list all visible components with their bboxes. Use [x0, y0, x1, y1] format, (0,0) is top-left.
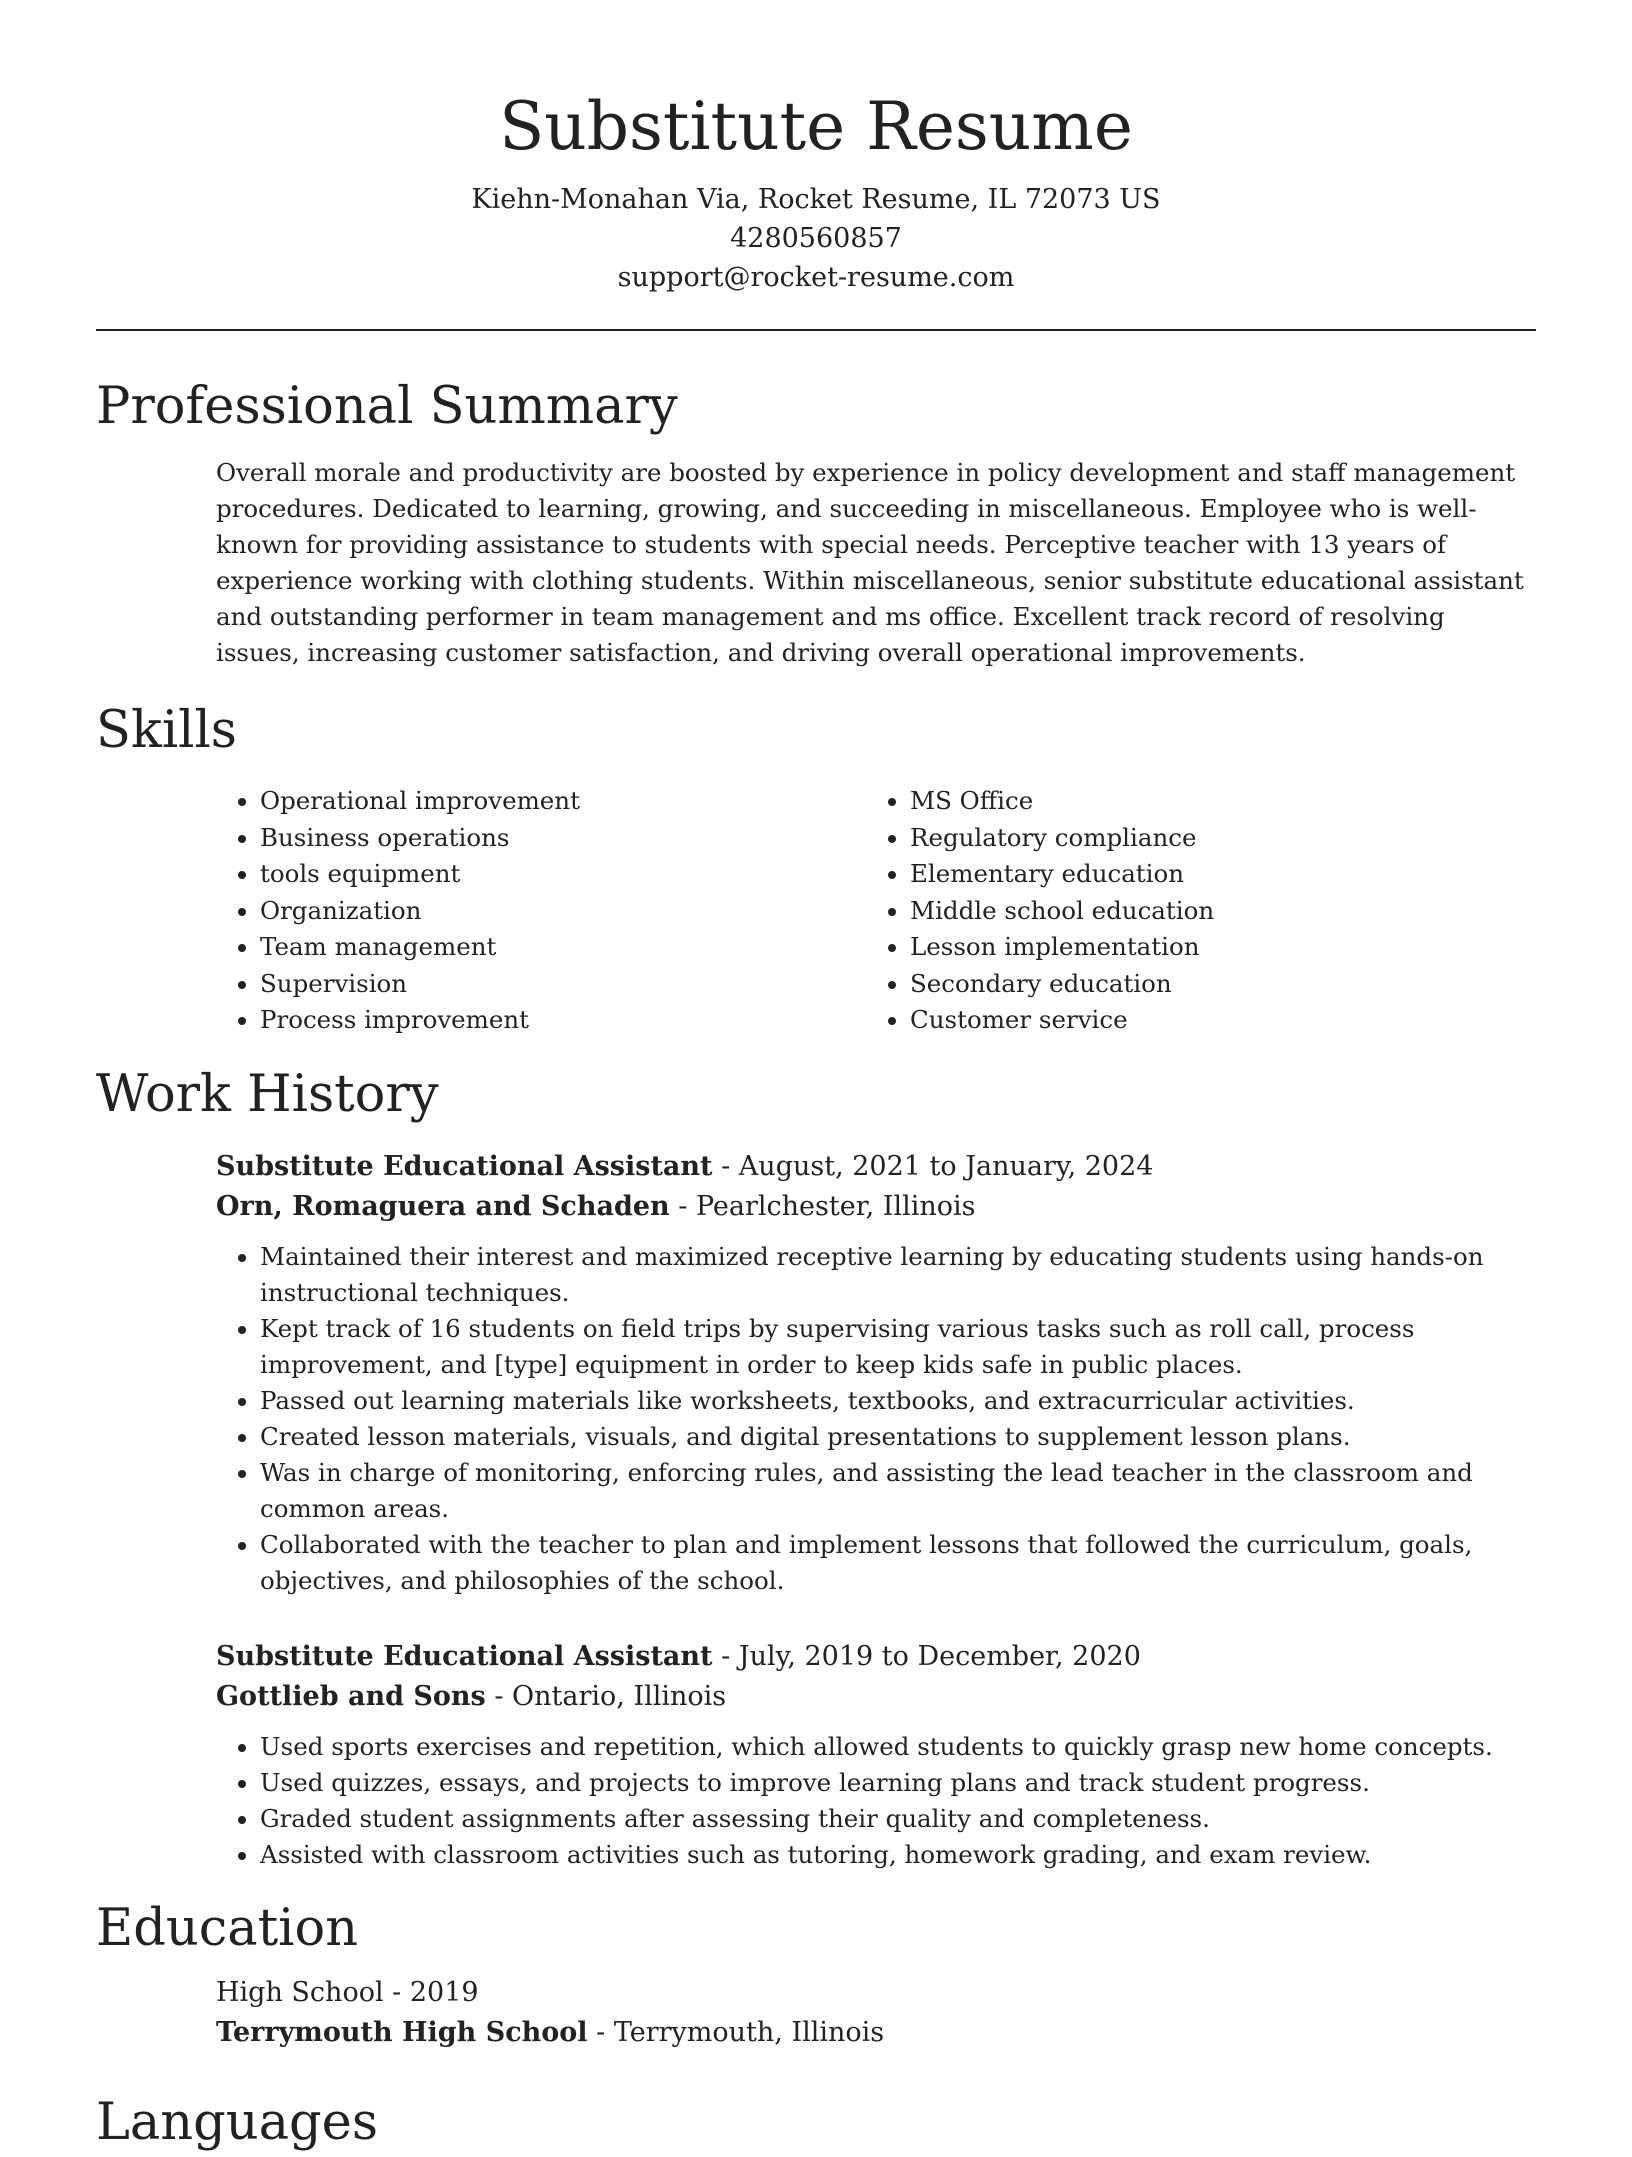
job-duty: • Kept track of 16 students on field trips by supervising various tasks such as roll call, process improvement, and [type] equipment in order to keep kids safe in public places. — [260, 1311, 1536, 1383]
contact-phone: 4280560857 — [730, 223, 902, 254]
skill-item: • Organization — [260, 893, 866, 930]
job-duty: • Created lesson materials, visuals, and digital presentations to supplement lesson plans. — [260, 1419, 1536, 1455]
education-degree: High School - 2019 — [216, 1976, 479, 2008]
job-role: Substitute Educational Assistant — [216, 1150, 713, 1182]
skill-item: • Team management — [260, 929, 866, 966]
job-duties — [216, 1239, 1536, 1599]
skills-grid — [216, 783, 1536, 1039]
job-duty: • Passed out learning materials like worksheets, textbooks, and extracurricular activities. — [260, 1383, 1536, 1419]
skill-item: • Regulatory compliance — [910, 820, 1516, 857]
education-school: Terrymouth High School — [216, 2016, 588, 2048]
job-company-line — [216, 1677, 1536, 1717]
job-company-line — [216, 1187, 1536, 1227]
job-duties — [216, 1729, 1536, 1873]
education-heading: Education — [96, 1898, 359, 1958]
job-duty: • Collaborated with the teacher to plan and implement lessons that followed the curriculum, goals, objectives, and philosophies of the school. — [260, 1527, 1536, 1599]
contact-email: support@rocket-resume.com — [617, 262, 1015, 293]
job-entry — [216, 1147, 1536, 1599]
header-divider — [96, 329, 1536, 331]
resume-header — [96, 0, 1536, 297]
job-company: Gottlieb and Sons — [216, 1680, 486, 1712]
summary-text: Overall morale and productivity are boosted by experience in policy development and staff management procedures. Dedicated to learning, growing, and succeeding in miscellaneous. Employee who is well-known for providing assistance to students with special needs. Perceptive teacher with 13 years of experience working with clothing students. Within miscellaneous, senior substitute educational assistant and outstanding performer in team management and ms office. Excellent track record of resolving issues, increasing customer satisfaction, and driving overall operational improvements. — [216, 458, 1524, 667]
summary-section — [216, 455, 1536, 671]
education-location: - Terrymouth, Illinois — [587, 2016, 885, 2048]
job-duty: • Assisted with classroom activities such as tutoring, homework grading, and exam review. — [260, 1837, 1536, 1873]
skill-item: • Process improvement — [260, 1002, 866, 1039]
work-history-section — [216, 1147, 1536, 1873]
skill-item: • Business operations — [260, 820, 866, 857]
job-title-line — [216, 1147, 1536, 1187]
job-duty: • Used quizzes, essays, and projects to improve learning plans and track student progress. — [260, 1765, 1536, 1801]
skill-item: • MS Office — [910, 783, 1516, 820]
job-duty: • Graded student assignments after assessing their quality and completeness. — [260, 1801, 1536, 1837]
job-entry — [216, 1637, 1536, 1873]
job-duty: • Used sports exercises and repetition, which allowed students to quickly grasp new home concepts. — [260, 1729, 1536, 1765]
contact-address: Kiehn-Monahan Via, Rocket Resume, IL 72073 US — [471, 184, 1161, 215]
job-title-line — [216, 1637, 1536, 1677]
skills-list-left — [216, 783, 866, 1039]
skill-item: • Lesson implementation — [910, 929, 1516, 966]
job-dates: - August, 2021 to January, 2024 — [712, 1150, 1154, 1182]
skill-item: • Supervision — [260, 966, 866, 1003]
education-school-line — [216, 2013, 1536, 2053]
job-location: - Ontario, Illinois — [485, 1680, 727, 1712]
job-duty: • Maintained their interest and maximized receptive learning by educating students using hands-on instructional techniques. — [260, 1239, 1536, 1311]
job-company: Orn, Romaguera and Schaden — [216, 1190, 670, 1222]
resume-title: Substitute Resume — [499, 88, 1133, 165]
languages-heading: Languages — [96, 2092, 379, 2152]
work-history-heading: Work History — [96, 1064, 439, 1124]
job-duty: • Was in charge of monitoring, enforcing rules, and assisting the lead teacher in the classroom and common areas. — [260, 1455, 1536, 1527]
skill-item: • tools equipment — [260, 856, 866, 893]
education-section — [216, 1973, 1536, 2053]
skill-item: • Operational improvement — [260, 783, 866, 820]
skill-item: • Secondary education — [910, 966, 1516, 1003]
skills-section — [216, 783, 1536, 1039]
resume-page — [96, 0, 1536, 2157]
skill-item: • Elementary education — [910, 856, 1516, 893]
summary-heading: Professional Summary — [96, 377, 678, 436]
contact-info — [96, 180, 1536, 297]
job-dates: - July, 2019 to December, 2020 — [712, 1640, 1141, 1672]
job-role: Substitute Educational Assistant — [216, 1640, 713, 1672]
skill-item: • Middle school education — [910, 893, 1516, 930]
skill-item: • Customer service — [910, 1002, 1516, 1039]
skills-list-right — [866, 783, 1516, 1039]
job-location: - Pearlchester, Illinois — [669, 1190, 976, 1222]
skills-heading: Skills — [96, 701, 237, 760]
